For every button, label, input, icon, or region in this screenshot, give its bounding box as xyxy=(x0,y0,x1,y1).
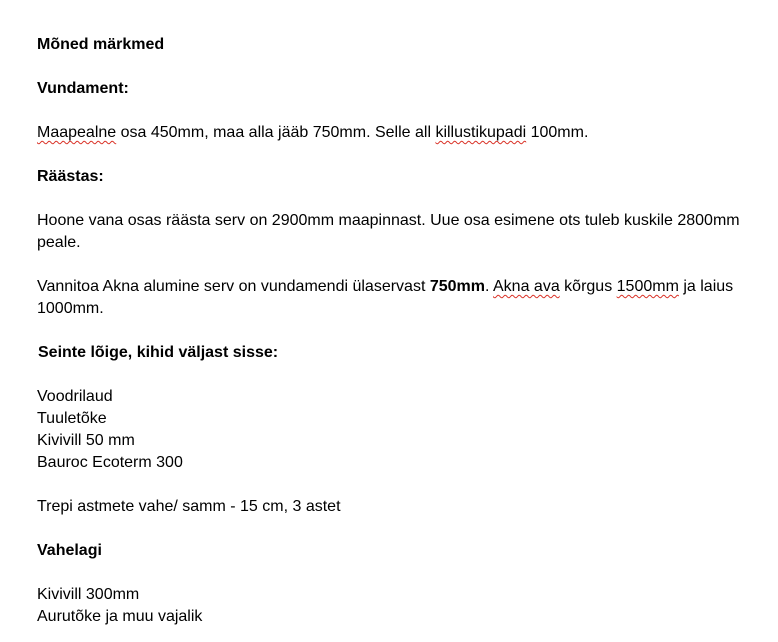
text-run: kõrgus xyxy=(559,278,617,295)
misspelled-word[interactable]: Maapealne xyxy=(37,124,117,141)
text-run: . xyxy=(484,278,493,295)
wall-layer-item: Bauroc Ecoterm 300 xyxy=(37,454,183,471)
text-run: osa 450mm, maa alla jääb 750mm. Selle all xyxy=(116,124,436,141)
heading-vahelagi: Vahelagi xyxy=(37,542,102,559)
spacer xyxy=(37,364,778,386)
misspelled-word[interactable]: 1500mm xyxy=(616,278,679,295)
text-run: 100mm. xyxy=(526,124,589,141)
paragraph-raastas-2 xyxy=(37,276,771,320)
wall-layer-item: Tuuletõke xyxy=(37,410,107,427)
text-run: Vannitoa Akna alumine serv on vundamendi ülaservast xyxy=(37,278,430,295)
misspelled-word[interactable]: Akna ava xyxy=(493,278,560,295)
floor-layer-item: Aurutõke ja muu vajalik xyxy=(37,608,203,625)
wall-layer-item: Kivivill 50 mm xyxy=(37,432,135,449)
paragraph-trepp: Trepi astmete vahe/ samm - 15 cm, 3 astet xyxy=(37,498,341,515)
heading-seinad: Seinte lõige, kihid väljast sisse: xyxy=(38,344,279,361)
spacer xyxy=(37,254,778,276)
spacer xyxy=(37,474,778,496)
bold-value: 750mm xyxy=(429,278,485,295)
paragraph-vundament xyxy=(37,122,778,144)
paragraph-raastas-1: Hoone vana osas räästa serv on 2900mm maapinnast. Uue osa esimene ots tuleb kuskile 2800mm peale. xyxy=(37,212,740,251)
spacer xyxy=(37,320,778,342)
spacer xyxy=(37,562,778,584)
text-run: ja laius 1000mm. xyxy=(37,278,734,317)
spacer xyxy=(37,144,778,166)
floor-layer-item: Kivivill 300mm xyxy=(37,586,140,603)
spacer xyxy=(37,100,778,122)
document-title: Mõned märkmed xyxy=(37,36,165,53)
heading-raastas: Räästas: xyxy=(37,168,104,185)
spacer xyxy=(37,518,778,540)
document-body[interactable] xyxy=(37,34,778,628)
heading-vundament: Vundament: xyxy=(37,80,129,97)
spacer xyxy=(37,188,778,210)
misspelled-word[interactable]: killustikupadi xyxy=(435,124,527,141)
wall-layer-item: Voodrilaud xyxy=(37,388,113,405)
spacer xyxy=(37,56,778,78)
